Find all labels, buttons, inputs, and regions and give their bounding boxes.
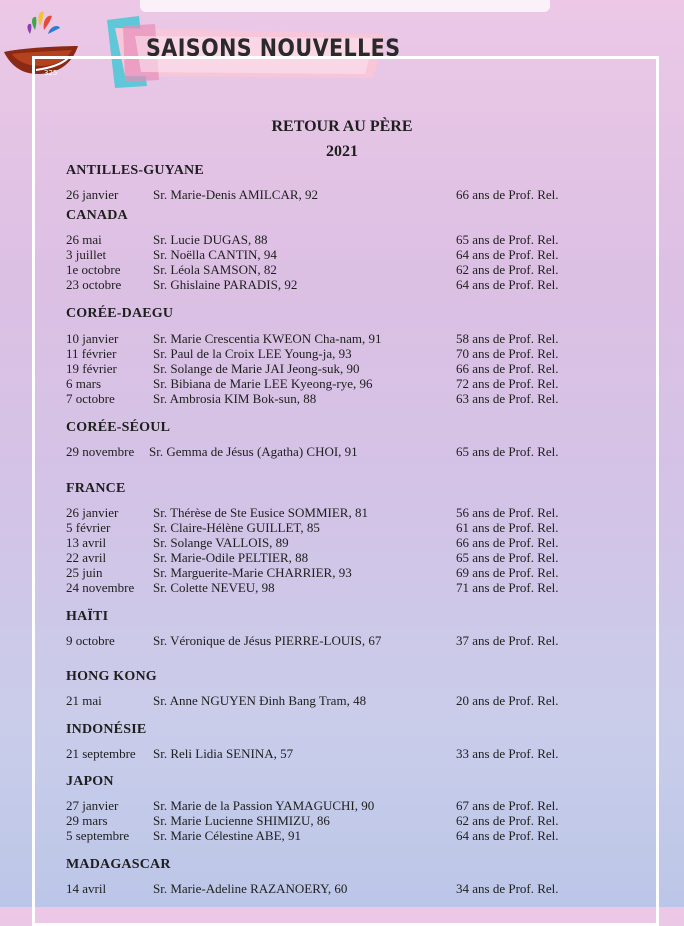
entry-date: 11 février xyxy=(66,346,117,361)
entry-name: Sr. Marie de la Passion YAMAGUCHI, 90 xyxy=(153,798,375,813)
entry-date: 21 mai xyxy=(66,693,102,708)
list-item xyxy=(0,247,684,262)
entry-profession: 20 ans de Prof. Rel. xyxy=(456,693,559,708)
entry-profession: 70 ans de Prof. Rel. xyxy=(456,346,559,361)
entry-date: 27 janvier xyxy=(66,798,119,813)
entry-date: 29 mars xyxy=(66,813,108,828)
list-item xyxy=(0,535,684,550)
list-item xyxy=(0,580,684,595)
entry-name: Sr. Gemma de Jésus (Agatha) CHOI, 91 xyxy=(149,444,358,459)
entry-name: Sr. Marie Célestine ABE, 91 xyxy=(153,828,302,843)
section-heading-coree-daegu: CORÉE-DAEGU xyxy=(66,306,174,321)
entry-date: 29 novembre xyxy=(66,444,135,459)
entry-date: 5 février xyxy=(66,520,111,535)
entry-profession: 64 ans de Prof. Rel. xyxy=(456,277,559,292)
entry-date: 24 novembre xyxy=(66,580,135,595)
list-item xyxy=(0,693,684,708)
entry-name: Sr. Paul de la Croix LEE Young-ja, 93 xyxy=(153,346,352,361)
list-item xyxy=(0,633,684,648)
entry-name: Sr. Claire-Hélène GUILLET, 85 xyxy=(153,520,320,535)
list-item xyxy=(0,746,684,761)
entry-profession: 37 ans de Prof. Rel. xyxy=(456,633,559,648)
entry-profession: 66 ans de Prof. Rel. xyxy=(456,361,559,376)
top-strip xyxy=(140,0,550,12)
entry-profession: 65 ans de Prof. Rel. xyxy=(456,232,559,247)
entry-name: Sr. Marie Crescentia KWEON Cha-nam, 91 xyxy=(153,331,382,346)
entry-profession: 64 ans de Prof. Rel. xyxy=(456,828,559,843)
entry-name: Sr. Marguerite-Marie CHARRIER, 93 xyxy=(153,565,352,580)
entry-date: 23 octobre xyxy=(66,277,122,292)
entry-profession: 56 ans de Prof. Rel. xyxy=(456,505,559,520)
entry-profession: 33 ans de Prof. Rel. xyxy=(456,746,559,761)
entry-profession: 58 ans de Prof. Rel. xyxy=(456,331,559,346)
list-item xyxy=(0,331,684,346)
entry-name: Sr. Marie-Adeline RAZANOERY, 60 xyxy=(153,881,348,896)
entry-date: 14 avril xyxy=(66,881,107,896)
entry-date: 10 janvier xyxy=(66,331,119,346)
entry-name: Sr. Ambrosia KIM Bok-sun, 88 xyxy=(153,391,317,406)
entry-date: 26 mai xyxy=(66,232,102,247)
logo-number: 325 xyxy=(44,69,58,77)
list-item xyxy=(0,444,684,459)
entry-name: Sr. Marie Lucienne SHIMIZU, 86 xyxy=(153,813,330,828)
section-heading-indonesie: INDONÉSIE xyxy=(66,722,147,737)
entry-profession: 66 ans de Prof. Rel. xyxy=(456,187,559,202)
entry-date: 25 juin xyxy=(66,565,103,580)
section-heading-hong-kong: HONG KONG xyxy=(66,669,157,684)
entry-name: Sr. Solange de Marie JAI Jeong-suk, 90 xyxy=(153,361,360,376)
section-heading-haiti: HAÏTI xyxy=(66,609,109,624)
section-heading-coree-seoul: CORÉE-SÉOUL xyxy=(66,420,171,435)
entry-name: Sr. Marie-Odile PELTIER, 88 xyxy=(153,550,309,565)
list-item xyxy=(0,881,684,896)
entry-date: 6 mars xyxy=(66,376,102,391)
entry-date: 22 avril xyxy=(66,550,107,565)
entry-profession: 71 ans de Prof. Rel. xyxy=(456,580,559,595)
list-item xyxy=(0,813,684,828)
entry-date: 26 janvier xyxy=(66,187,119,202)
list-item xyxy=(0,232,684,247)
entry-profession: 69 ans de Prof. Rel. xyxy=(456,565,559,580)
entry-date: 21 septembre xyxy=(66,746,136,761)
entry-profession: 63 ans de Prof. Rel. xyxy=(456,391,559,406)
list-item xyxy=(0,361,684,376)
entry-name: Sr. Colette NEVEU, 98 xyxy=(153,580,275,595)
section-heading-antilles-guyane: ANTILLES-GUYANE xyxy=(66,163,204,178)
section-heading-madagascar: MADAGASCAR xyxy=(66,857,171,872)
entry-date: 26 janvier xyxy=(66,505,119,520)
entry-name: Sr. Anne NGUYEN Đinh Bang Tram, 48 xyxy=(153,693,367,708)
entry-profession: 62 ans de Prof. Rel. xyxy=(456,262,559,277)
entry-profession: 72 ans de Prof. Rel. xyxy=(456,376,559,391)
entry-date: 5 septembre xyxy=(66,828,130,843)
list-item xyxy=(0,828,684,843)
entry-date: 19 février xyxy=(66,361,117,376)
list-item xyxy=(0,391,684,406)
banner-title: SAISONS NOUVELLES xyxy=(146,34,401,62)
section-heading-canada: CANADA xyxy=(66,208,128,223)
list-item xyxy=(0,346,684,361)
entry-name: Sr. Solange VALLOIS, 89 xyxy=(153,535,289,550)
entry-profession: 65 ans de Prof. Rel. xyxy=(456,550,559,565)
entry-date: 7 octobre xyxy=(66,391,115,406)
entry-profession: 66 ans de Prof. Rel. xyxy=(456,535,559,550)
list-item xyxy=(0,187,684,202)
document-year: 2021 xyxy=(326,143,358,160)
list-item xyxy=(0,565,684,580)
entry-name: Sr. Léola SAMSON, 82 xyxy=(153,262,277,277)
entry-profession: 62 ans de Prof. Rel. xyxy=(456,813,559,828)
entry-name: Sr. Thérèse de Ste Eusice SOMMIER, 81 xyxy=(153,505,368,520)
document-title: RETOUR AU PÈRE xyxy=(271,118,413,135)
list-item xyxy=(0,505,684,520)
list-item xyxy=(0,277,684,292)
entry-profession: 65 ans de Prof. Rel. xyxy=(456,444,559,459)
entry-profession: 64 ans de Prof. Rel. xyxy=(456,247,559,262)
entry-name: Sr. Marie-Denis AMILCAR, 92 xyxy=(153,187,319,202)
entry-name: Sr. Reli Lidia SENINA, 57 xyxy=(153,746,294,761)
entry-date: 13 avril xyxy=(66,535,107,550)
entry-name: Sr. Véronique de Jésus PIERRE-LOUIS, 67 xyxy=(153,633,382,648)
list-item xyxy=(0,262,684,277)
entry-name: Sr. Ghislaine PARADIS, 92 xyxy=(153,277,298,292)
list-item xyxy=(0,376,684,391)
entry-date: 1e octobre xyxy=(66,262,121,277)
entry-name: Sr. Lucie DUGAS, 88 xyxy=(153,232,268,247)
entry-profession: 34 ans de Prof. Rel. xyxy=(456,881,559,896)
section-heading-japon: JAPON xyxy=(66,774,114,789)
list-item xyxy=(0,520,684,535)
entry-date: 9 octobre xyxy=(66,633,115,648)
entry-name: Sr. Noëlla CANTIN, 94 xyxy=(153,247,277,262)
entry-name: Sr. Bibiana de Marie LEE Kyeong-rye, 96 xyxy=(153,376,373,391)
entry-date: 3 juillet xyxy=(66,247,107,262)
list-item xyxy=(0,798,684,813)
section-heading-france: FRANCE xyxy=(66,481,126,496)
entry-profession: 61 ans de Prof. Rel. xyxy=(456,520,559,535)
entry-profession: 67 ans de Prof. Rel. xyxy=(456,798,559,813)
list-item xyxy=(0,550,684,565)
